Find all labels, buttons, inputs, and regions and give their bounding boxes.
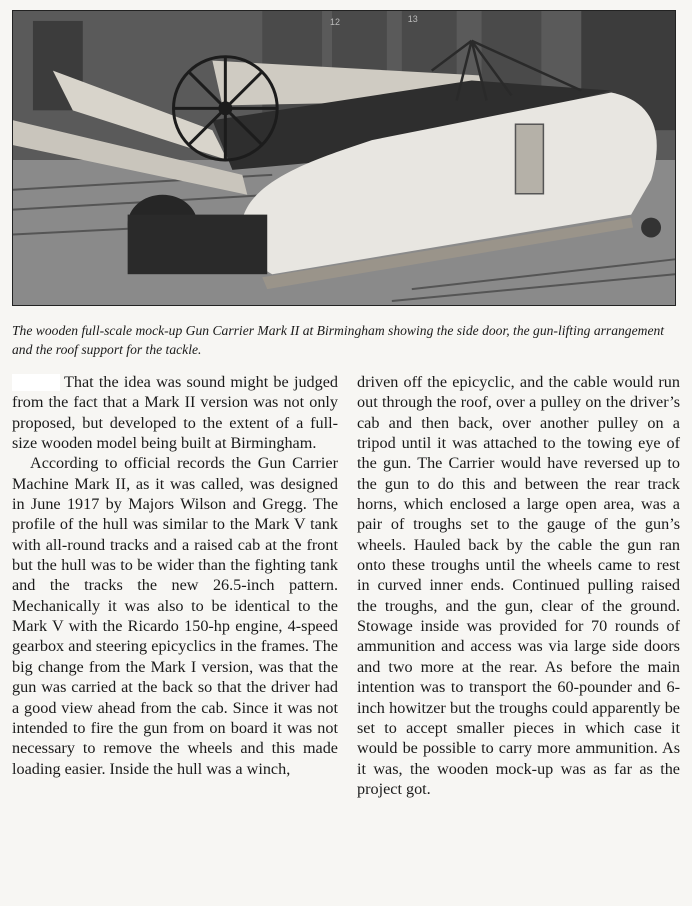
door-number-13: 13 bbox=[407, 13, 418, 24]
blank-box bbox=[12, 374, 60, 391]
right-column bbox=[357, 372, 680, 799]
left-column bbox=[12, 372, 338, 779]
photo-caption: The wooden full-scale mock-up Gun Carrier Mark II at Birmingham showing the side door, the gun-lifting arrangement and the roof support for the tackle. bbox=[12, 323, 665, 357]
left-paragraph-2: According to official records the Gun Carrier Machine Mark II, as it was called, was designed in June 1917 by Majors Wilson and Gregg. The profile of the hull was similar to the Mark V tank with all-round tracks and a raised cab at the front but the hull was to be wider than the fighting tank and the tracks the new 26.5-inch pattern. Mechanically it was also to be identical to the Mark V with the Ricardo 150-hp engine, 4-speed gearbox and steering epicyclics in the frames. The big change from the Mark I version, was that the gun was carried at the back so that the driver had a good view ahead from the cab. Since it was not intended to fire the gun from on board it was not necessary to remove the wheels and this made loading easier. Inside the hull was a winch, bbox=[12, 454, 338, 778]
mockup-photo bbox=[12, 10, 676, 306]
left-paragraph-1 bbox=[12, 372, 338, 453]
door-number-12: 12 bbox=[330, 16, 341, 27]
left-paragraph-1-text: That the idea was sound might be judged from the fact that a Mark II version was not only proposed, but developed to the extent of a full-size wooden model being built at Birmingham. bbox=[12, 373, 338, 453]
right-paragraph-1: driven off the epicyclic, and the cable would run out through the roof, over a pulley on the driver’s cab and then back, over another pulley on a tripod until it was attached to the towing eye of the gun. The Carrier would have reversed up to the gun to do this and between the rear track horns, which enclosed a large open area, was a pair of troughs set to the gauge of the gun’s wheels. Hauled back by the cable the gun ran onto these troughs until the wheels came to rest in curved inner ends. Continued pulling raised the troughs, and the gun, clear of the ground. Stowage inside was provided for 70 rounds of ammunition and access was via large side doors and two more at the rear. As before the main intention was to transport the 60-pounder and 6-inch howitzer but the troughs could apparently be set to accept smaller pieces in which case it would be possible to carry more ammunition. As it was, the wooden mock-up was as far as the project got. bbox=[357, 373, 680, 798]
gun-carrier-image bbox=[13, 11, 675, 305]
